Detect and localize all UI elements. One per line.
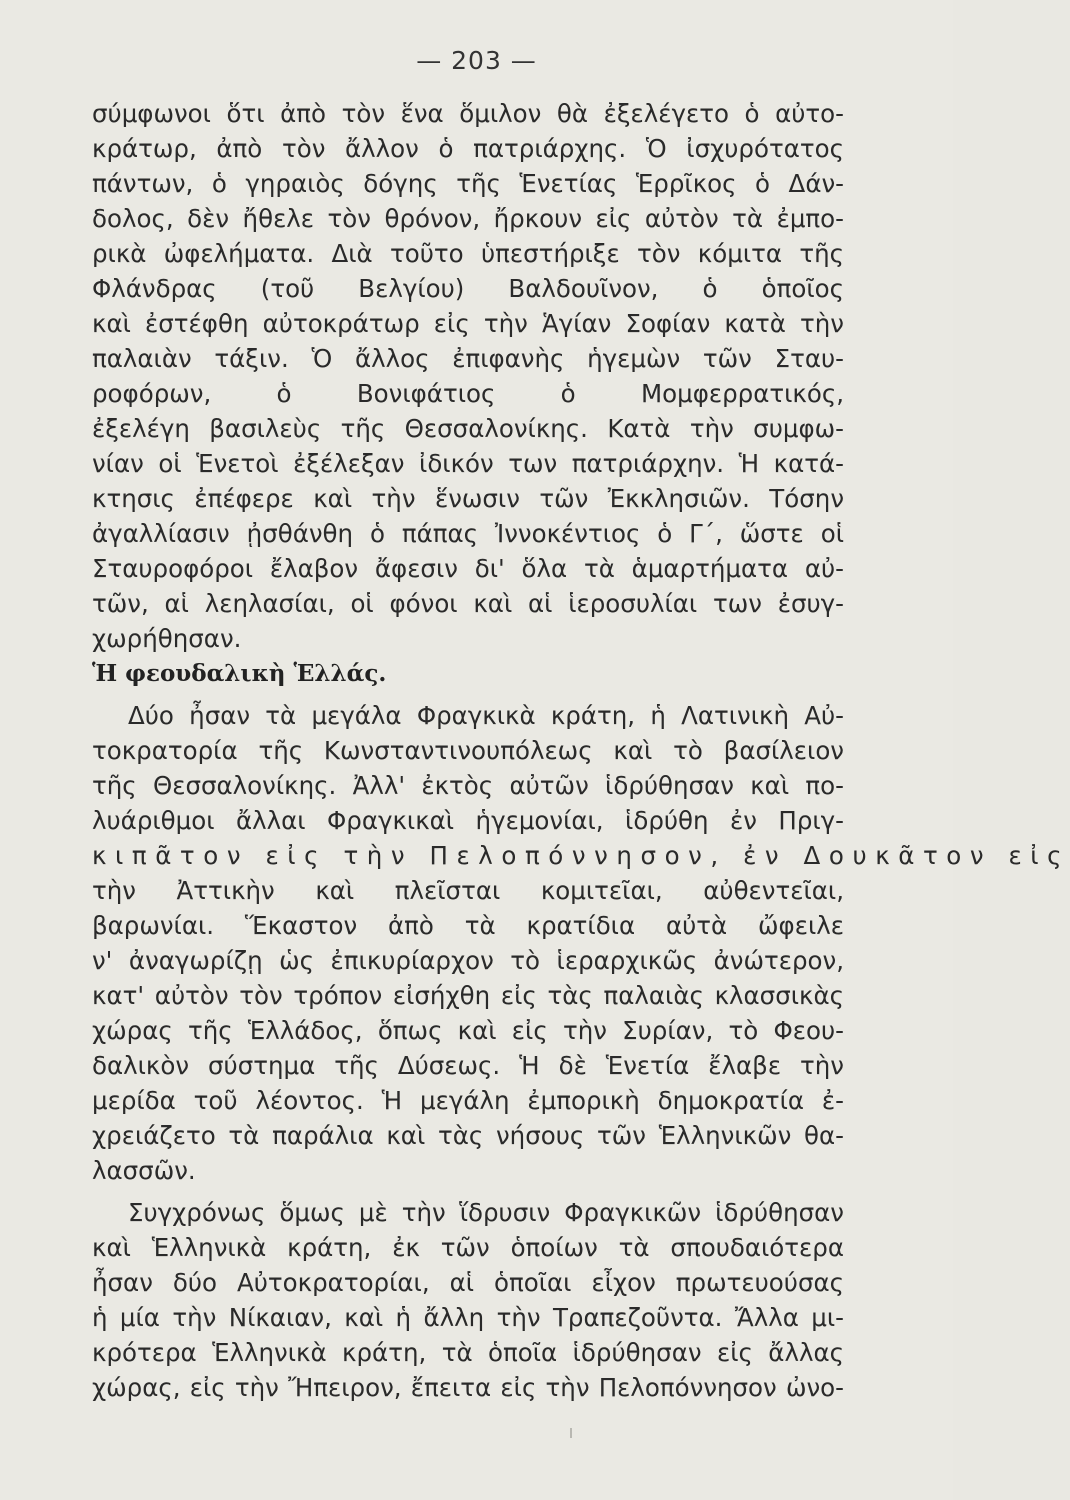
- text-line: δολος, δὲν ἤθελε τὸν θρόνον, ἤρκουν εἰς αὐτὸν τὰ ἐμπο-: [92, 204, 844, 233]
- text-line: παλαιὰν τάξιν. Ὁ ἄλλος ἐπιφανὴς ἡγεμὼν τῶν Σταυ-: [92, 344, 844, 373]
- text-line: κράτωρ, ἀπὸ τὸν ἄλλον ὁ πατριάρχης. Ὁ ἰσχυρότατος: [92, 134, 844, 163]
- text-line: βαρωνίαι. Ἕκαστον ἀπὸ τὰ κρατίδια αὐτὰ ὤφειλε: [92, 911, 844, 940]
- text-line: ἦσαν δύο Αὐτοκρατορίαι, αἱ ὁποῖαι εἶχον πρωτευούσας: [92, 1268, 844, 1297]
- text-line: χρειάζετο τὰ παράλια καὶ τὰς νήσους τῶν Ἑλληνικῶν θα-: [92, 1121, 844, 1150]
- text-line: νίαν οἱ Ἑνετοὶ ἐξέλεξαν ἰδικόν των πατριάρχην. Ἡ κατά-: [92, 449, 844, 478]
- text-line: ἀγαλλίασιν ᾐσθάνθη ὁ πάπας Ἰννοκέντιος ὁ Γ΄, ὥστε οἱ: [92, 519, 844, 548]
- text-line: κιπᾶτον εἰς τὴν Πελοπόννησον, ἐν Δουκᾶτον εἰς: [92, 841, 1070, 870]
- text-line: σύμφωνοι ὅτι ἀπὸ τὸν ἕνα ὅμιλον θὰ ἐξελέγετο ὁ αὐτο-: [92, 99, 844, 128]
- text-line: χώρας τῆς Ἑλλάδος, ὅπως καὶ εἰς τὴν Συρίαν, τὸ Φεου-: [92, 1016, 844, 1045]
- page-number: — 203 —: [416, 46, 537, 75]
- text-line: καὶ Ἑλληνικὰ κράτη, ἐκ τῶν ὁποίων τὰ σπουδαιότερα: [92, 1233, 844, 1262]
- text-line: χωρήθησαν.: [92, 624, 242, 653]
- text-line: ροφόρων, ὁ Βονιφάτιος ὁ Μομφερρατικός,: [92, 379, 844, 408]
- text-line: λυάριθμοι ἄλλαι Φραγκικαὶ ἡγεμονίαι, ἱδρύθη ἐν Πριγ-: [92, 806, 844, 835]
- text-line: χώρας, εἰς τὴν Ἤπειρον, ἔπειτα εἰς τὴν Πελοπόννησον ὠνο-: [92, 1373, 844, 1402]
- text-line: κρότερα Ἑλληνικὰ κράτη, τὰ ὁποῖα ἱδρύθησαν εἰς ἄλλας: [92, 1338, 844, 1367]
- text-line: τῶν, αἱ λεηλασίαι, οἱ φόνοι καὶ αἱ ἱεροσυλίαι των ἐσυγ-: [92, 589, 844, 618]
- text-line: κατ' αὐτὸν τὸν τρόπον εἰσήχθη εἰς τὰς παλαιὰς κλασσικὰς: [92, 981, 844, 1010]
- text-line: ν' ἀναγωρίζῃ ὡς ἐπικυρίαρχον τὸ ἱεραρχικῶς ἀνώτερον,: [92, 946, 844, 975]
- text-line: κτησις ἐπέφερε καὶ τὴν ἕνωσιν τῶν Ἐκκλησιῶν. Τόσην: [92, 484, 844, 513]
- text-line: Συγχρόνως ὅμως μὲ τὴν ἵδρυσιν Φραγκικῶν ἱδρύθησαν: [128, 1198, 844, 1227]
- text-line: ἐξελέγη βασιλεὺς τῆς Θεσσαλονίκης. Κατὰ τὴν συμφω-: [92, 414, 844, 443]
- text-line: δαλικὸν σύστημα τῆς Δύσεως. Ἡ δὲ Ἑνετία ἔλαβε τὴν: [92, 1051, 844, 1080]
- text-line: πάντων, ὁ γηραιὸς δόγης τῆς Ἑνετίας Ἑρρῖκος ὁ Δάν-: [92, 169, 844, 198]
- text-line: ρικὰ ὠφελήματα. Διὰ τοῦτο ὑπεστήριξε τὸν κόμιτα τῆς: [92, 239, 844, 268]
- text-line: Σταυροφόροι ἔλαβον ἄφεσιν δι' ὅλα τὰ ἁμαρτήματα αὐ-: [92, 554, 844, 583]
- text-line: τὴν Ἀττικὴν καὶ πλεῖσται κομιτεῖαι, αὐθεντεῖαι,: [92, 876, 844, 905]
- text-line: Φλάνδρας (τοῦ Βελγίου) Βαλδουῖνον, ὁ ὁποῖος: [92, 274, 844, 303]
- text-line: τῆς Θεσσαλονίκης. Ἀλλ' ἐκτὸς αὐτῶν ἱδρύθησαν καὶ πο-: [92, 771, 844, 800]
- text-line: τοκρατορία τῆς Κωνσταντινουπόλεως καὶ τὸ βασίλειον: [92, 736, 844, 765]
- text-line: Δύο ἦσαν τὰ μεγάλα Φραγκικὰ κράτη, ἡ Λατινικὴ Αὐ-: [128, 701, 844, 730]
- text-line: λασσῶν.: [92, 1156, 196, 1185]
- text-line: καὶ ἐστέφθη αὐτοκράτωρ εἰς τὴν Ἁγίαν Σοφίαν κατὰ τὴν: [92, 309, 844, 338]
- text-line: μερίδα τοῦ λέοντος. Ἡ μεγάλη ἐμπορικὴ δημοκρατία ἐ-: [92, 1086, 844, 1115]
- text-line: ἡ μία τὴν Νίκαιαν, καὶ ἡ ἄλλη τὴν Τραπεζοῦντα. Ἄλλα μι-: [92, 1303, 844, 1332]
- paper-mark: [570, 1428, 572, 1438]
- section-heading: Ἡ φεουδαλικὴ Ἑλλάς.: [92, 660, 387, 687]
